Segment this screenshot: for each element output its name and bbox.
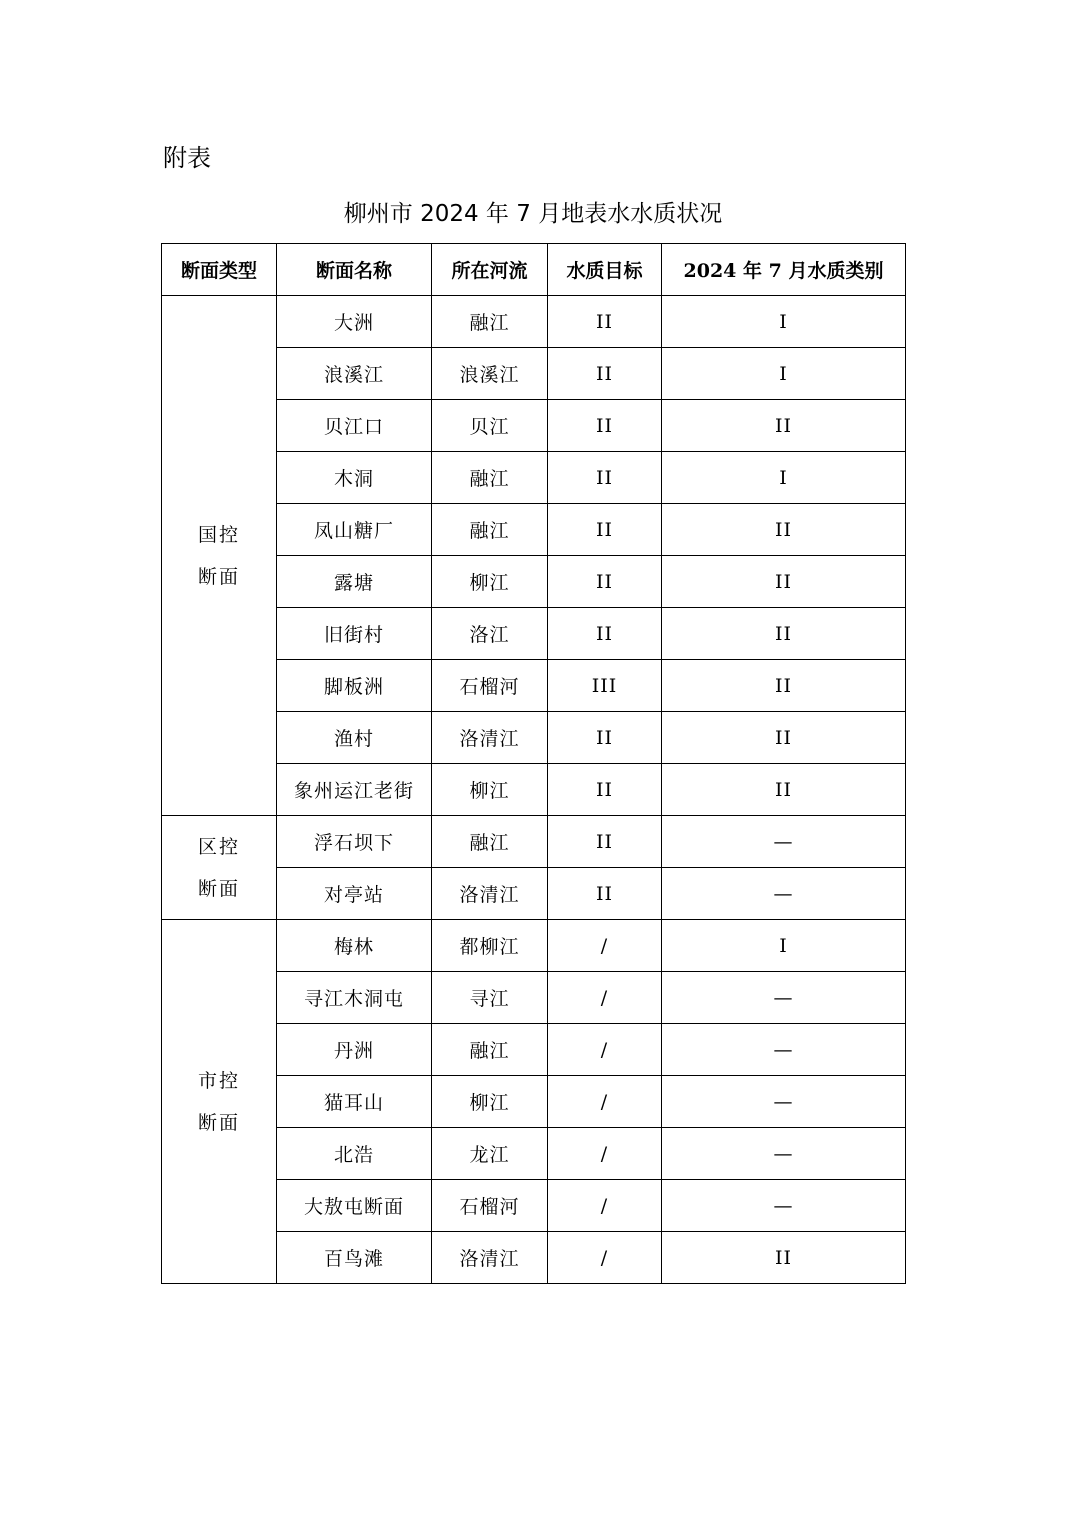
section-name: 旧街村 [277, 608, 432, 660]
quality-category: II [662, 504, 906, 556]
quality-target: II [548, 504, 662, 556]
header-river: 所在河流 [432, 244, 548, 296]
quality-category: I [662, 296, 906, 348]
table-header-row [162, 244, 906, 296]
quality-target: II [548, 452, 662, 504]
quality-target: II [548, 348, 662, 400]
quality-target: II [548, 296, 662, 348]
quality-target: III [548, 660, 662, 712]
section-type-district [162, 816, 277, 920]
river-name: 都柳江 [432, 920, 548, 972]
river-name: 柳江 [432, 764, 548, 816]
section-name: 大洲 [277, 296, 432, 348]
section-name: 贝江口 [277, 400, 432, 452]
river-name: 洛江 [432, 608, 548, 660]
quality-target: II [548, 400, 662, 452]
quality-category: I [662, 452, 906, 504]
section-type-line: 市控 [197, 1069, 240, 1092]
section-name: 露塘 [277, 556, 432, 608]
table-title: 柳州市 2024 年 7 月地表水水质状况 [343, 201, 723, 227]
river-name: 石榴河 [432, 1180, 548, 1232]
quality-target: II [548, 816, 662, 868]
quality-category: II [662, 556, 906, 608]
section-type-line: 区控 [197, 835, 240, 858]
quality-category: II [662, 764, 906, 816]
section-type-city [162, 920, 277, 1284]
section-name: 渔村 [277, 712, 432, 764]
section-name: 百鸟滩 [277, 1232, 432, 1284]
quality-target: II [548, 556, 662, 608]
section-name: 丹洲 [277, 1024, 432, 1076]
header-july-category: 2024 年 7 月水质类别 [662, 244, 906, 296]
table-row [162, 296, 906, 348]
quality-category: II [662, 400, 906, 452]
river-name: 石榴河 [432, 660, 548, 712]
quality-category: — [662, 972, 906, 1024]
river-name: 柳江 [432, 556, 548, 608]
river-name: 柳江 [432, 1076, 548, 1128]
quality-category: II [662, 1232, 906, 1284]
table-row [162, 816, 906, 868]
river-name: 寻江 [432, 972, 548, 1024]
section-name: 大敖屯断面 [277, 1180, 432, 1232]
quality-target: / [548, 972, 662, 1024]
river-name: 洛清江 [432, 1232, 548, 1284]
quality-category: I [662, 348, 906, 400]
river-name: 洛清江 [432, 868, 548, 920]
river-name: 龙江 [432, 1128, 548, 1180]
river-name: 洛清江 [432, 712, 548, 764]
quality-category: II [662, 608, 906, 660]
river-name: 浪溪江 [432, 348, 548, 400]
quality-target: / [548, 1076, 662, 1128]
river-name: 融江 [432, 296, 548, 348]
quality-category: II [662, 660, 906, 712]
quality-target: / [548, 920, 662, 972]
quality-target: / [548, 1232, 662, 1284]
section-type-line: 断面 [197, 1111, 240, 1134]
section-name: 象州运江老街 [277, 764, 432, 816]
header-quality-target: 水质目标 [548, 244, 662, 296]
section-name: 寻江木洞屯 [277, 972, 432, 1024]
river-name: 融江 [432, 504, 548, 556]
section-name: 浮石坝下 [277, 816, 432, 868]
water-quality-table [161, 243, 906, 1284]
river-name: 融江 [432, 452, 548, 504]
section-name: 对亭站 [277, 868, 432, 920]
quality-target: II [548, 764, 662, 816]
quality-target: / [548, 1180, 662, 1232]
section-name: 浪溪江 [277, 348, 432, 400]
table-row [162, 920, 906, 972]
river-name: 贝江 [432, 400, 548, 452]
section-name: 北浩 [277, 1128, 432, 1180]
header-section-name: 断面名称 [277, 244, 432, 296]
quality-category: — [662, 816, 906, 868]
quality-target: II [548, 868, 662, 920]
section-type-national [162, 296, 277, 816]
section-name: 木洞 [277, 452, 432, 504]
quality-target: II [548, 712, 662, 764]
river-name: 融江 [432, 1024, 548, 1076]
section-name: 梅林 [277, 920, 432, 972]
quality-category: II [662, 712, 906, 764]
header-section-type: 断面类型 [162, 244, 277, 296]
quality-target: / [548, 1128, 662, 1180]
quality-category: — [662, 1128, 906, 1180]
section-name: 凤山糖厂 [277, 504, 432, 556]
quality-target: / [548, 1024, 662, 1076]
section-name: 猫耳山 [277, 1076, 432, 1128]
section-type-line: 断面 [197, 565, 240, 588]
quality-category: — [662, 1180, 906, 1232]
quality-category: I [662, 920, 906, 972]
quality-category: — [662, 1024, 906, 1076]
quality-category: — [662, 1076, 906, 1128]
section-type-line: 断面 [197, 877, 240, 900]
quality-category: — [662, 868, 906, 920]
section-type-line: 国控 [197, 523, 240, 546]
appendix-label: 附表 [163, 144, 211, 172]
section-name: 脚板洲 [277, 660, 432, 712]
quality-target: II [548, 608, 662, 660]
river-name: 融江 [432, 816, 548, 868]
